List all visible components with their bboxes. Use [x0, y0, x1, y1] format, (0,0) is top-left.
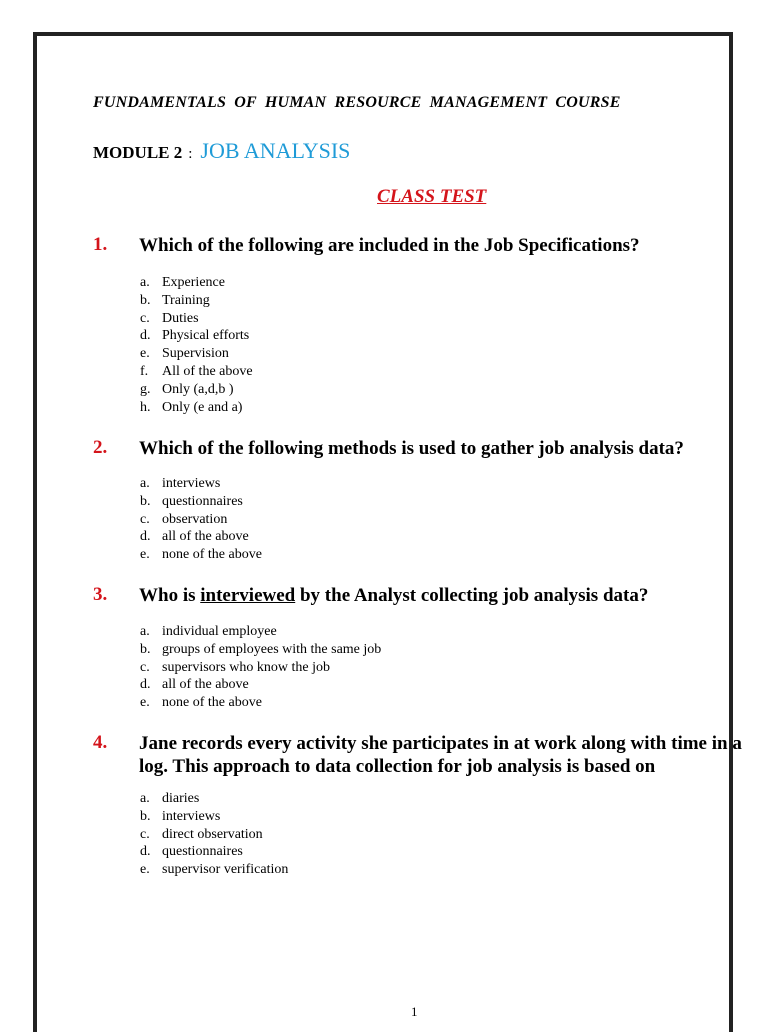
- option-letter: c.: [140, 826, 150, 842]
- option-text: none of the above: [162, 695, 262, 711]
- option-text: Physical efforts: [162, 328, 250, 344]
- module-heading: [93, 138, 350, 164]
- course-title: FUNDAMENTALS OF HUMAN RESOURCE MANAGEMENT COURSE: [93, 94, 621, 111]
- option-letter: c.: [140, 511, 150, 527]
- option-item: [140, 861, 288, 879]
- option-text: questionnaires: [162, 493, 243, 509]
- module-separator: :: [188, 146, 193, 162]
- option-item: [140, 641, 381, 659]
- class-test-heading: CLASS TEST: [377, 186, 487, 207]
- option-item: [140, 493, 262, 511]
- option-text: all of the above: [162, 529, 249, 545]
- option-item: [140, 381, 253, 399]
- question-text: Which of the following are included in the Job Specifications?: [139, 235, 640, 256]
- option-item: [140, 475, 262, 493]
- option-item: [140, 826, 288, 844]
- option-list: [140, 623, 381, 712]
- question-number: 4.: [93, 732, 108, 753]
- module-label: MODULE 2: [93, 143, 183, 162]
- option-letter: b.: [140, 641, 151, 657]
- option-letter: d.: [140, 844, 151, 860]
- question-text: [139, 732, 742, 778]
- option-letter: e.: [140, 862, 150, 878]
- page-number: 1: [411, 1004, 418, 1019]
- option-list: [140, 274, 253, 416]
- module-name: JOB ANALYSIS: [200, 138, 351, 163]
- option-item: [140, 327, 253, 345]
- option-letter: e.: [140, 346, 150, 362]
- option-text: all of the above: [162, 677, 249, 693]
- option-letter: a.: [140, 791, 150, 806]
- option-item: [140, 546, 262, 564]
- question-number: 3.: [93, 584, 108, 605]
- option-letter: e.: [140, 695, 150, 711]
- option-text: Training: [162, 292, 210, 308]
- option-item: [140, 274, 253, 292]
- option-text: supervisors who know the job: [162, 659, 330, 675]
- option-letter: b.: [140, 493, 151, 509]
- question-text-line: Jane records every activity she participates in at work along with time in a: [139, 733, 742, 754]
- option-item: [140, 676, 381, 694]
- option-text: supervisor verification: [162, 862, 289, 878]
- option-text: observation: [162, 511, 228, 527]
- underlined-word: interviewed: [200, 585, 296, 606]
- option-text: groups of employees with the same job: [162, 641, 382, 657]
- option-item: [140, 310, 253, 328]
- option-item: [140, 345, 253, 363]
- option-item: [140, 511, 262, 529]
- option-list: [140, 475, 262, 564]
- option-text: Experience: [162, 275, 225, 290]
- option-text: interviews: [162, 476, 221, 491]
- option-item: [140, 292, 253, 310]
- option-text: Only (a,d,b ): [162, 381, 234, 397]
- option-letter: a.: [140, 624, 150, 639]
- option-item: [140, 399, 253, 417]
- question-number: 2.: [93, 437, 108, 458]
- option-item: [140, 808, 288, 826]
- option-item: [140, 528, 262, 546]
- option-letter: d.: [140, 529, 151, 545]
- option-item: [140, 790, 288, 808]
- option-text: questionnaires: [162, 844, 243, 860]
- option-letter: d.: [140, 328, 151, 344]
- option-text: none of the above: [162, 547, 262, 563]
- option-item: [140, 363, 253, 381]
- option-letter: h.: [140, 399, 151, 415]
- option-text: Only (e and a): [162, 399, 243, 415]
- option-letter: c.: [140, 659, 150, 675]
- option-text: individual employee: [162, 624, 277, 639]
- option-list: [140, 790, 288, 879]
- option-item: [140, 843, 288, 861]
- option-text: interviews: [162, 808, 221, 824]
- option-text: Duties: [162, 310, 199, 326]
- option-text: All of the above: [162, 363, 253, 379]
- option-letter: c.: [140, 310, 150, 326]
- question-text-line: log. This approach to data collection for job analysis is based on: [139, 756, 656, 777]
- question-number: 1.: [93, 234, 108, 255]
- option-letter: a.: [140, 476, 150, 491]
- option-letter: d.: [140, 677, 151, 693]
- question-text-part: by the Analyst collecting job analysis data?: [295, 585, 649, 606]
- option-text: diaries: [162, 791, 200, 806]
- option-letter: f.: [140, 363, 149, 379]
- question-text: [139, 584, 648, 607]
- option-item: [140, 623, 381, 641]
- option-letter: a.: [140, 275, 150, 290]
- option-letter: b.: [140, 808, 151, 824]
- question-text-part: Who is: [139, 585, 201, 606]
- page-border: [33, 32, 733, 1032]
- option-letter: e.: [140, 547, 150, 563]
- option-letter: b.: [140, 292, 151, 308]
- question-text: Which of the following methods is used to gather job analysis data?: [139, 438, 684, 459]
- option-item: [140, 694, 381, 712]
- option-text: Supervision: [162, 346, 229, 362]
- option-text: direct observation: [162, 826, 263, 842]
- option-letter: g.: [140, 381, 151, 397]
- option-item: [140, 659, 381, 677]
